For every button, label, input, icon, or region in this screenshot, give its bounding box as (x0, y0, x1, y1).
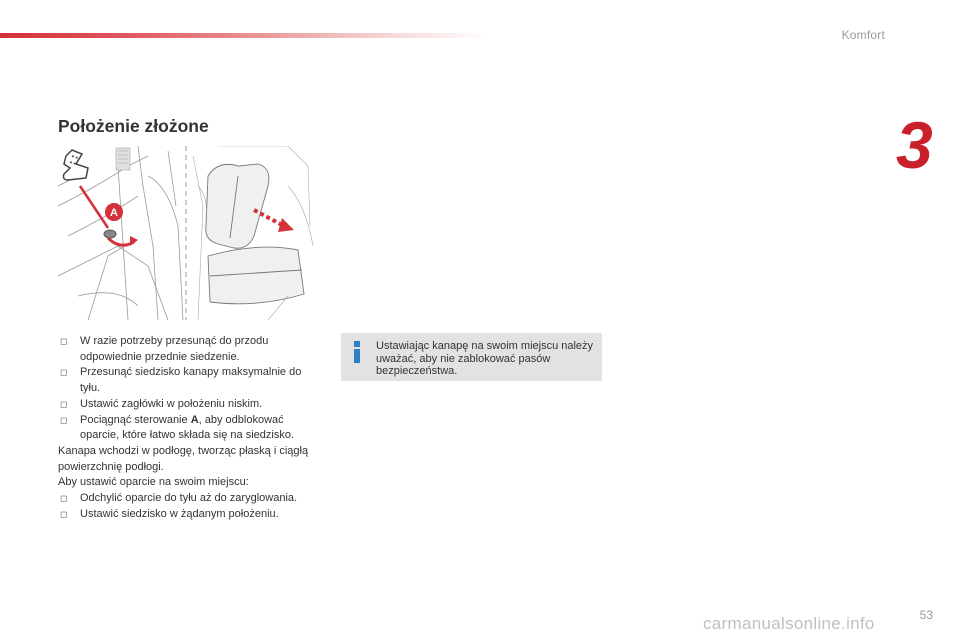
list-item: ◻ Ustawić zagłówki w położeniu niskim. (58, 397, 320, 413)
checkbox-glyph-icon: ◻ (60, 493, 68, 504)
checkbox-glyph-icon: ◻ (60, 336, 68, 346)
info-note (341, 333, 602, 381)
watermark: carmanualsonline.info (703, 614, 875, 633)
paragraph: Aby ustawić oparcie na swoim miejscu: (58, 476, 249, 489)
checkbox-glyph-icon: ◻ (60, 398, 68, 409)
section-label: Komfort (841, 28, 885, 42)
checkbox-glyph-icon: ◻ (60, 508, 68, 519)
chapter-number: 3 (896, 108, 933, 182)
list-item: ◻ W razie potrzeby przesunąć do przodu odpowiednie przednie siedzenie. (60, 335, 269, 363)
page-title: Położenie złożone (58, 116, 209, 136)
paragraph: Kanapa wchodzi w podłogę, tworząc płaską i ciągłą powierzchnię podłogi. (58, 444, 309, 473)
callout-a-label: A (110, 207, 118, 219)
list-item: ◻ Przesunąć siedzisko kanapy maksymalnie do tyłu. (60, 366, 302, 395)
seat-fold-icon (64, 150, 89, 180)
instructions (58, 334, 320, 522)
list-item: ◻ Ustawić siedzisko w żądanym położeniu. (58, 507, 320, 523)
page-number: 53 (919, 608, 933, 622)
list-item: ◻ Odchylić oparcie do tyłu aż do zaryglowania. (58, 491, 320, 507)
checkbox-glyph-icon: ◻ (60, 414, 68, 425)
header-accent-bar (0, 33, 490, 38)
list-item: ◻ Pociągnąć sterowanie A, aby odblokować oparcie, które łatwo składa się na siedzisko. (60, 413, 294, 442)
info-icon (349, 340, 365, 364)
info-note-text: Ustawiając kanapę na swoim miejscu należy uważać, aby nie zablokować pasów bezpieczeństwa. (376, 340, 594, 377)
checkbox-glyph-icon: ◻ (60, 367, 68, 378)
seat-folding-illustration (58, 146, 316, 320)
